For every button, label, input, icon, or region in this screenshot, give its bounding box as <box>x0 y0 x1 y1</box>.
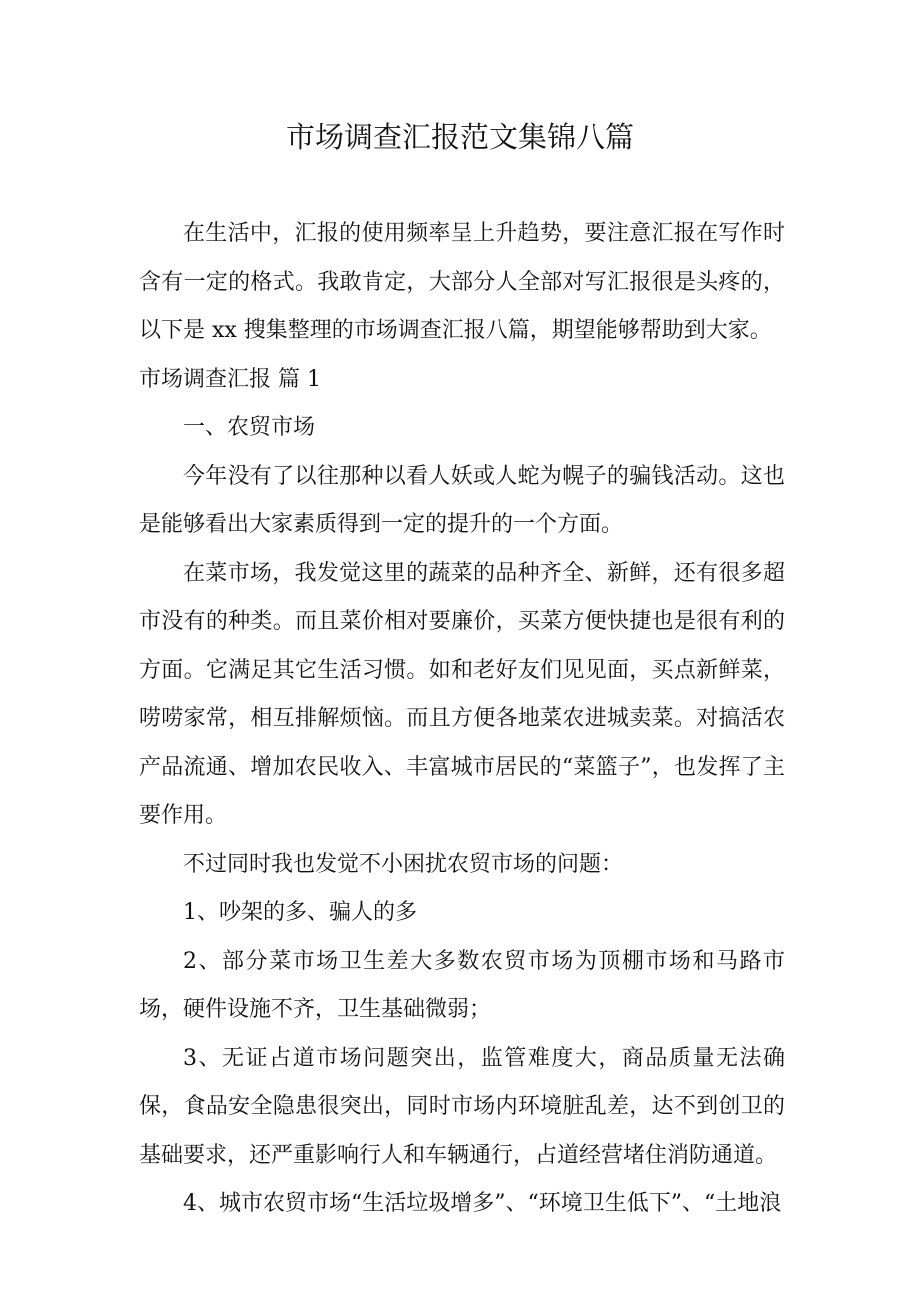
subheading-farmers-market: 一、农贸市场 <box>183 415 316 440</box>
list-item: 2、部分菜市场卫生差大多数农贸市场为顶棚市场和马路市场，硬件设施不齐，卫生基础微弱； <box>139 948 785 1022</box>
document-body <box>139 210 785 1229</box>
list-item: 3、无证占道市场问题突出，监管难度大，商品质量无法确保，食品安全隐患很突出，同时市场内环境脏乱差，达不到创卫的基础要求，还严重影响行人和车辆通行，占道经营堵住消防通道。 <box>139 1045 785 1168</box>
paragraph: 在菜市场，我发觉这里的蔬菜的品种齐全、新鲜，还有很多超市没有的种类。而且菜价相对要廉价，买菜方便快捷也是很有利的方面。它满足其它生活习惯。如和老好友们见见面，买点新鲜菜，唠唠家常，相互排解烦恼。而且方便各地菜农进城卖菜。对搞活农产品流通、增加农民收入、丰富城市居民的“菜篮子”，也发挥了主要作用。 <box>139 560 785 828</box>
section-heading: 市场调查汇报 篇 1 <box>139 366 321 392</box>
list-item: 1、吵架的多、骗人的多 <box>183 900 417 925</box>
paragraph: 今年没有了以往那种以看人妖或人蛇为幌子的骗钱活动。这也是能够看出大家素质得到一定的提升的一个方面。 <box>139 463 785 537</box>
paragraph: 不过同时我也发觉不小困扰农贸市场的问题： <box>183 851 624 877</box>
list-item: 4、城市农贸市场“生活垃圾增多”、“环境卫生低下”、“土地浪 <box>183 1191 782 1216</box>
paragraph-intro: 在生活中，汇报的使用频率呈上升趋势，要注意汇报在写作时含有一定的格式。我敢肯定，大部分人全部对写汇报很是头疼的，以下是 xx 搜集整理的市场调查汇报八篇，期望能够帮助到大家。 <box>139 221 785 343</box>
document-title: 市场调查汇报范文集锦八篇 <box>285 120 634 154</box>
